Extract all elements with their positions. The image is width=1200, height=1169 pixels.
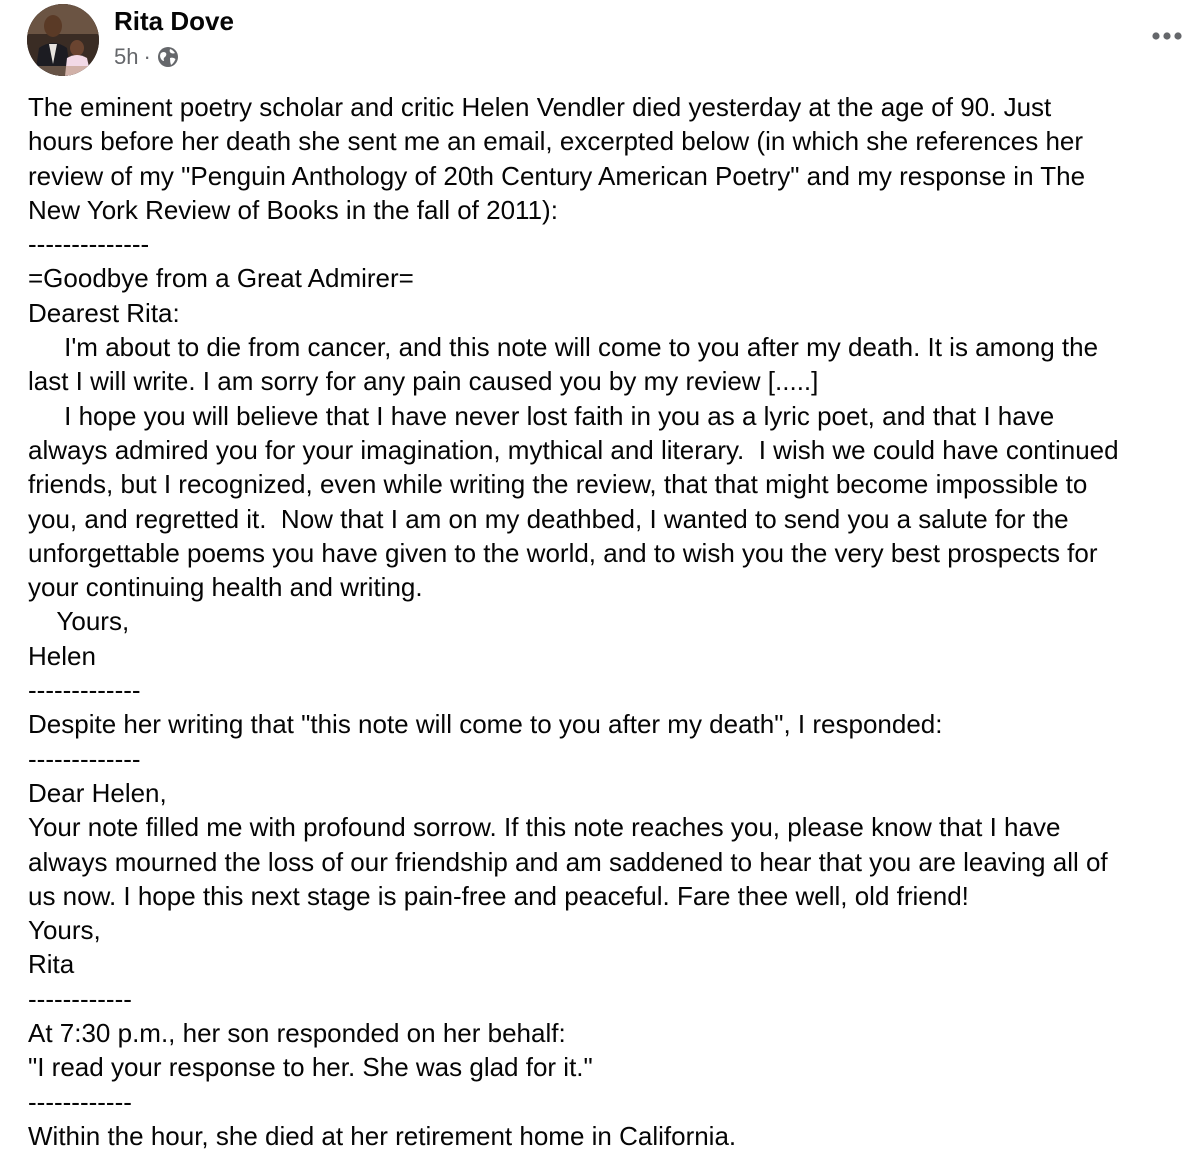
author-avatar[interactable]: [27, 4, 99, 76]
post-header: [27, 4, 1187, 76]
post-text-line: review of my "Penguin Anthology of 20th Century American Poetry" and my response in The: [28, 160, 1086, 191]
post-text-line: The eminent poetry scholar and critic Helen Vendler died yesterday at the age of 90. Just: [28, 92, 1052, 122]
post-text-line: Dear Helen,: [28, 777, 167, 808]
post-text-line: -------------: [28, 675, 141, 706]
post-text-line: -------------: [28, 743, 141, 774]
post-text-line: always admired you for your imagination, mythical and literary. I wish we could have continued: [28, 434, 1119, 465]
post-text-line: Within the hour, she died at her retirement home in California.: [28, 1120, 737, 1151]
post-text-line: "I read your response to her. She was glad for it.": [28, 1052, 593, 1083]
post-text-line: I'm about to die from cancer, and this note will come to you after my death. It is among the: [28, 332, 1099, 363]
post-text-line: Yours,: [28, 915, 101, 946]
post-text: [28, 90, 1193, 1153]
globe-icon[interactable]: [156, 45, 180, 69]
post-text-line: unforgettable poems you have given to the world, and to wish you the very best prospects for: [28, 537, 1098, 568]
post-text-line: I hope you will believe that I have never lost faith in you as a lyric poet, and that I have: [28, 400, 1055, 431]
post-text-line: Yours,: [28, 606, 130, 637]
post-text-line: At 7:30 p.m., her son responded on her behalf:: [28, 1018, 566, 1049]
post-text-line: your continuing health and writing.: [28, 572, 423, 603]
post-text-line: hours before her death she sent me an email, excerpted below (in which she references her: [28, 126, 1084, 157]
post-text-line: Your note filled me with profound sorrow. If this note reaches you, please know that I have: [28, 812, 1061, 843]
post-text-line: --------------: [28, 229, 150, 260]
post-text-line: Dearest Rita:: [28, 297, 180, 328]
post-text-line: ------------: [28, 983, 132, 1014]
profile-photo: [27, 4, 99, 76]
post-text-line: you, and regretted it. Now that I am on my deathbed, I wanted to send you a salute for the: [28, 503, 1069, 534]
post-text-line: =Goodbye from a Great Admirer=: [28, 263, 414, 294]
post-timestamp[interactable]: 5h: [114, 44, 139, 69]
more-options-button[interactable]: [1147, 24, 1187, 48]
post-text-line: Rita: [28, 949, 75, 980]
post-text-line: us now. I hope this next stage is pain-free and peaceful. Fare thee well, old friend!: [28, 880, 969, 911]
post-text-line: Helen: [28, 640, 96, 671]
post-text-line: ------------: [28, 1086, 132, 1117]
post-text-line: Despite her writing that "this note will come to you after my death", I responded:: [28, 709, 943, 740]
post-text-line: New York Review of Books in the fall of 2011):: [28, 194, 558, 225]
post-text-line: last I will write. I am sorry for any pain caused you by my review [.....]: [28, 366, 819, 397]
post-text-line: friends, but I recognized, even while writing the review, that that might become impossible to: [28, 469, 1088, 500]
author-name[interactable]: Rita Dove: [114, 6, 234, 36]
post-text-line: always mourned the loss of our friendship and am saddened to hear that you are leaving all of: [28, 846, 1108, 877]
post-meta: [114, 44, 180, 70]
more-options-icon: [1151, 31, 1183, 41]
meta-separator: ·: [143, 44, 151, 69]
